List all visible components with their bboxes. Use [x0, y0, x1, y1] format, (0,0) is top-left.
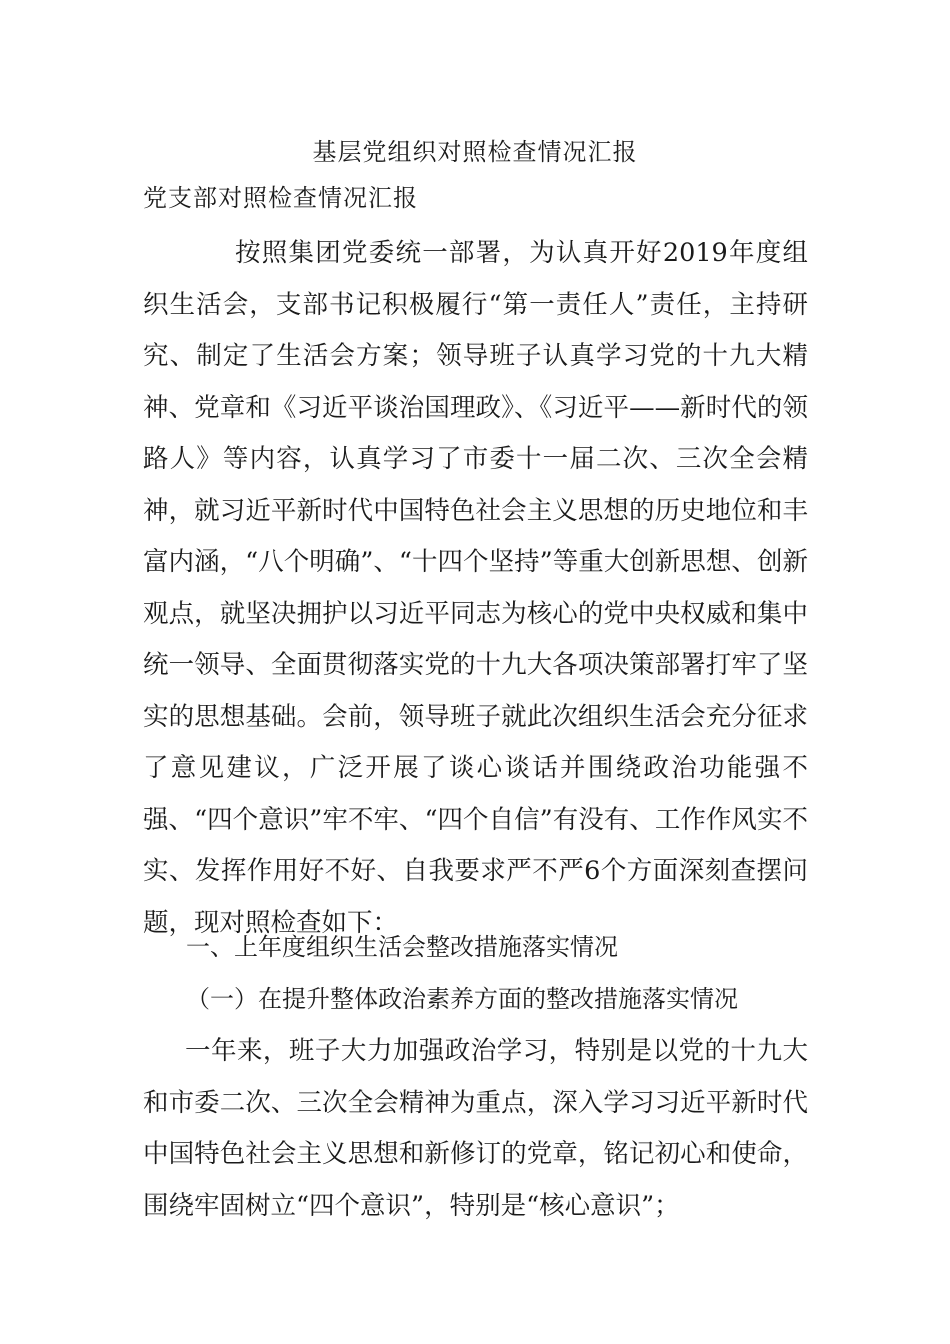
section-heading-1: 一、上年度组织生活会整改措施落实情况 — [186, 933, 618, 961]
document-subtitle: 党支部对照检查情况汇报 — [143, 184, 418, 212]
document-title: 基层党组织对照检查情况汇报 — [312, 138, 638, 166]
body-paragraph-1: 按照集团党委统一部署，为认真开好2019年度组织生活会，支部书记积极履行“第一责任人”责任，主持研究、制定了生活会方案；领导班子认真学习党的十九大精神、党章和《习近平谈治国理政》、《习近平——新时代的领路人》等内容，认真学习了市委十一届二次、三次全会精神，就习近平新时代中国特色社会主义思想的历史地位和丰富内涵，“八个明确”、“十四个坚持”等重大创新思想、创新观点，就坚决拥护以习近平同志为核心的党中央权威和集中统一领导、全面贯彻落实党的十九大各项决策部署打牢了坚实的思想基础。会前，领导班子就此次组织生活会充分征求了意见建议，广泛开展了谈心谈话并围绕政治功能强不强、“四个意识”牢不牢、“四个自信”有没有、工作作风实不实、发挥作用好不好、自我要求严不严6个方面深刻查摆问题，现对照检查如下： — [143, 238, 808, 938]
subsection-heading-1: （一）在提升整体政治素养方面的整改措施落实情况 — [186, 985, 738, 1013]
body-paragraph-2: 一年来，班子大力加强政治学习，特别是以党的十九大和市委二次、三次全会精神为重点，深入学习习近平新时代中国特色社会主义思想和新修订的党章，铭记初心和使命，围绕牢固树立“四个意识”，特别是“核心意识”； — [143, 1036, 808, 1221]
